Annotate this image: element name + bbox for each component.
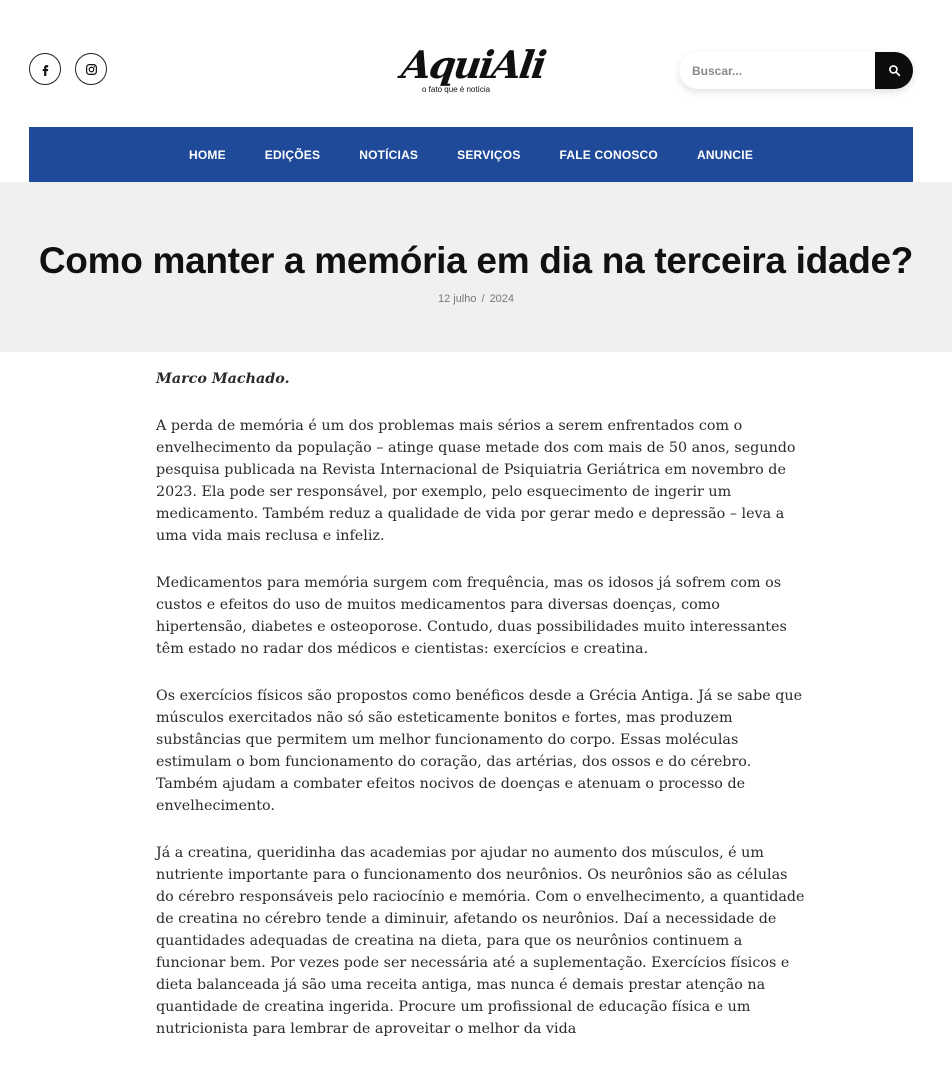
nav-item-home[interactable]: HOME — [188, 147, 226, 162]
post-paragraph: A perda de memória é um dos problemas mais sérios a serem enfrentados com o envelhecimento da população – atinge quase metade dos com mais de 50 anos, segundo pesquisa publicada na Revista Internacional de Psiquiatria Geriátrica em novembro de 2023. Ela pode ser responsável, por exemplo, pelo esquecimento de ingerir um medicamento. Também reduz a qualidade de vida por gerar medo e depressão – leva a uma vida mais reclusa e infeliz. — [156, 418, 796, 544]
post-title: Como manter a memória em dia na terceira idade? — [38, 240, 914, 281]
search-button[interactable] — [875, 52, 913, 89]
nav-item-servicos[interactable]: SERVIÇOS — [457, 147, 521, 162]
search-box — [679, 52, 913, 89]
post-paragraph: Já a creatina, queridinha das academias por ajudar no aumento dos músculos, é um nutriente importante para o funcionamento dos neurônios. Os neurônios são as células do cérebro responsáveis pelo raciocínio e memória. Com o envelhecimento, a quantidade de creatina no cérebro tende a diminuir, afetando os neurônios. Daí a necessidade de quantidades adequadas de creatina na dieta, para que os neurônios continuem a funcionar bem. Por vezes pode ser necessária até a suplementação. Exercícios físicos e dieta balanceada já são uma receita antiga, mas nunca é demais prestar atenção na quantidade de creatina ingerida. Procure um profissional de educação física e um nutricionista para lembrar de aproveitar o melhor da vida — [156, 845, 805, 1037]
search-icon — [888, 64, 901, 77]
post-meta — [0, 293, 952, 305]
logo-wordmark: AquiAli — [398, 42, 548, 87]
nav-item-anuncie[interactable]: ANUNCIE — [696, 147, 754, 162]
main-nav — [29, 127, 913, 182]
facebook-button[interactable] — [29, 53, 61, 85]
site-logo[interactable] — [398, 42, 548, 100]
post-paragraph: Medicamentos para memória surgem com frequência, mas os idosos já sofrem com os custos e efeitos do uso de muitos medicamentos para diversas doenças, como hipertensão, diabetes e osteoporose. Contudo, duas possibilidades muito interessantes têm estado no radar dos médicos e cientistas: exercícios e creatina. — [156, 575, 787, 657]
logo-tagline: o fato que é notícia — [422, 85, 491, 94]
instagram-button[interactable] — [75, 53, 107, 85]
post-date-year[interactable]: 2024 — [489, 293, 515, 305]
facebook-icon — [39, 63, 52, 76]
nav-item-fale-conosco[interactable]: FALE CONOSCO — [559, 147, 658, 162]
post-date-day-month[interactable]: 12 julho — [437, 293, 477, 305]
site-header — [0, 0, 952, 127]
post-paragraph: Os exercícios físicos são propostos como benéficos desde a Grécia Antiga. Já se sabe que músculos exercitados não só são esteticamente bonitos e fortes, mas produzem substâncias que permitem um melhor funcionamento do corpo. Essas moléculas estimulam o bom funcionamento do coração, das artérias, dos ossos e do cérebro. Também ajudam a combater efeitos nocivos de doenças e atenuam o processo de envelhecimento. — [156, 688, 803, 814]
social-links — [29, 53, 107, 85]
post-header — [0, 182, 952, 352]
post-content — [156, 368, 806, 1065]
meta-separator: / — [481, 293, 485, 305]
post-author: Marco Machado. — [156, 371, 290, 387]
nav-item-edicoes[interactable]: EDIÇÕES — [264, 147, 321, 162]
nav-item-noticias[interactable]: NOTÍCIAS — [359, 147, 419, 162]
instagram-icon — [85, 63, 98, 76]
search-input[interactable] — [679, 52, 875, 89]
